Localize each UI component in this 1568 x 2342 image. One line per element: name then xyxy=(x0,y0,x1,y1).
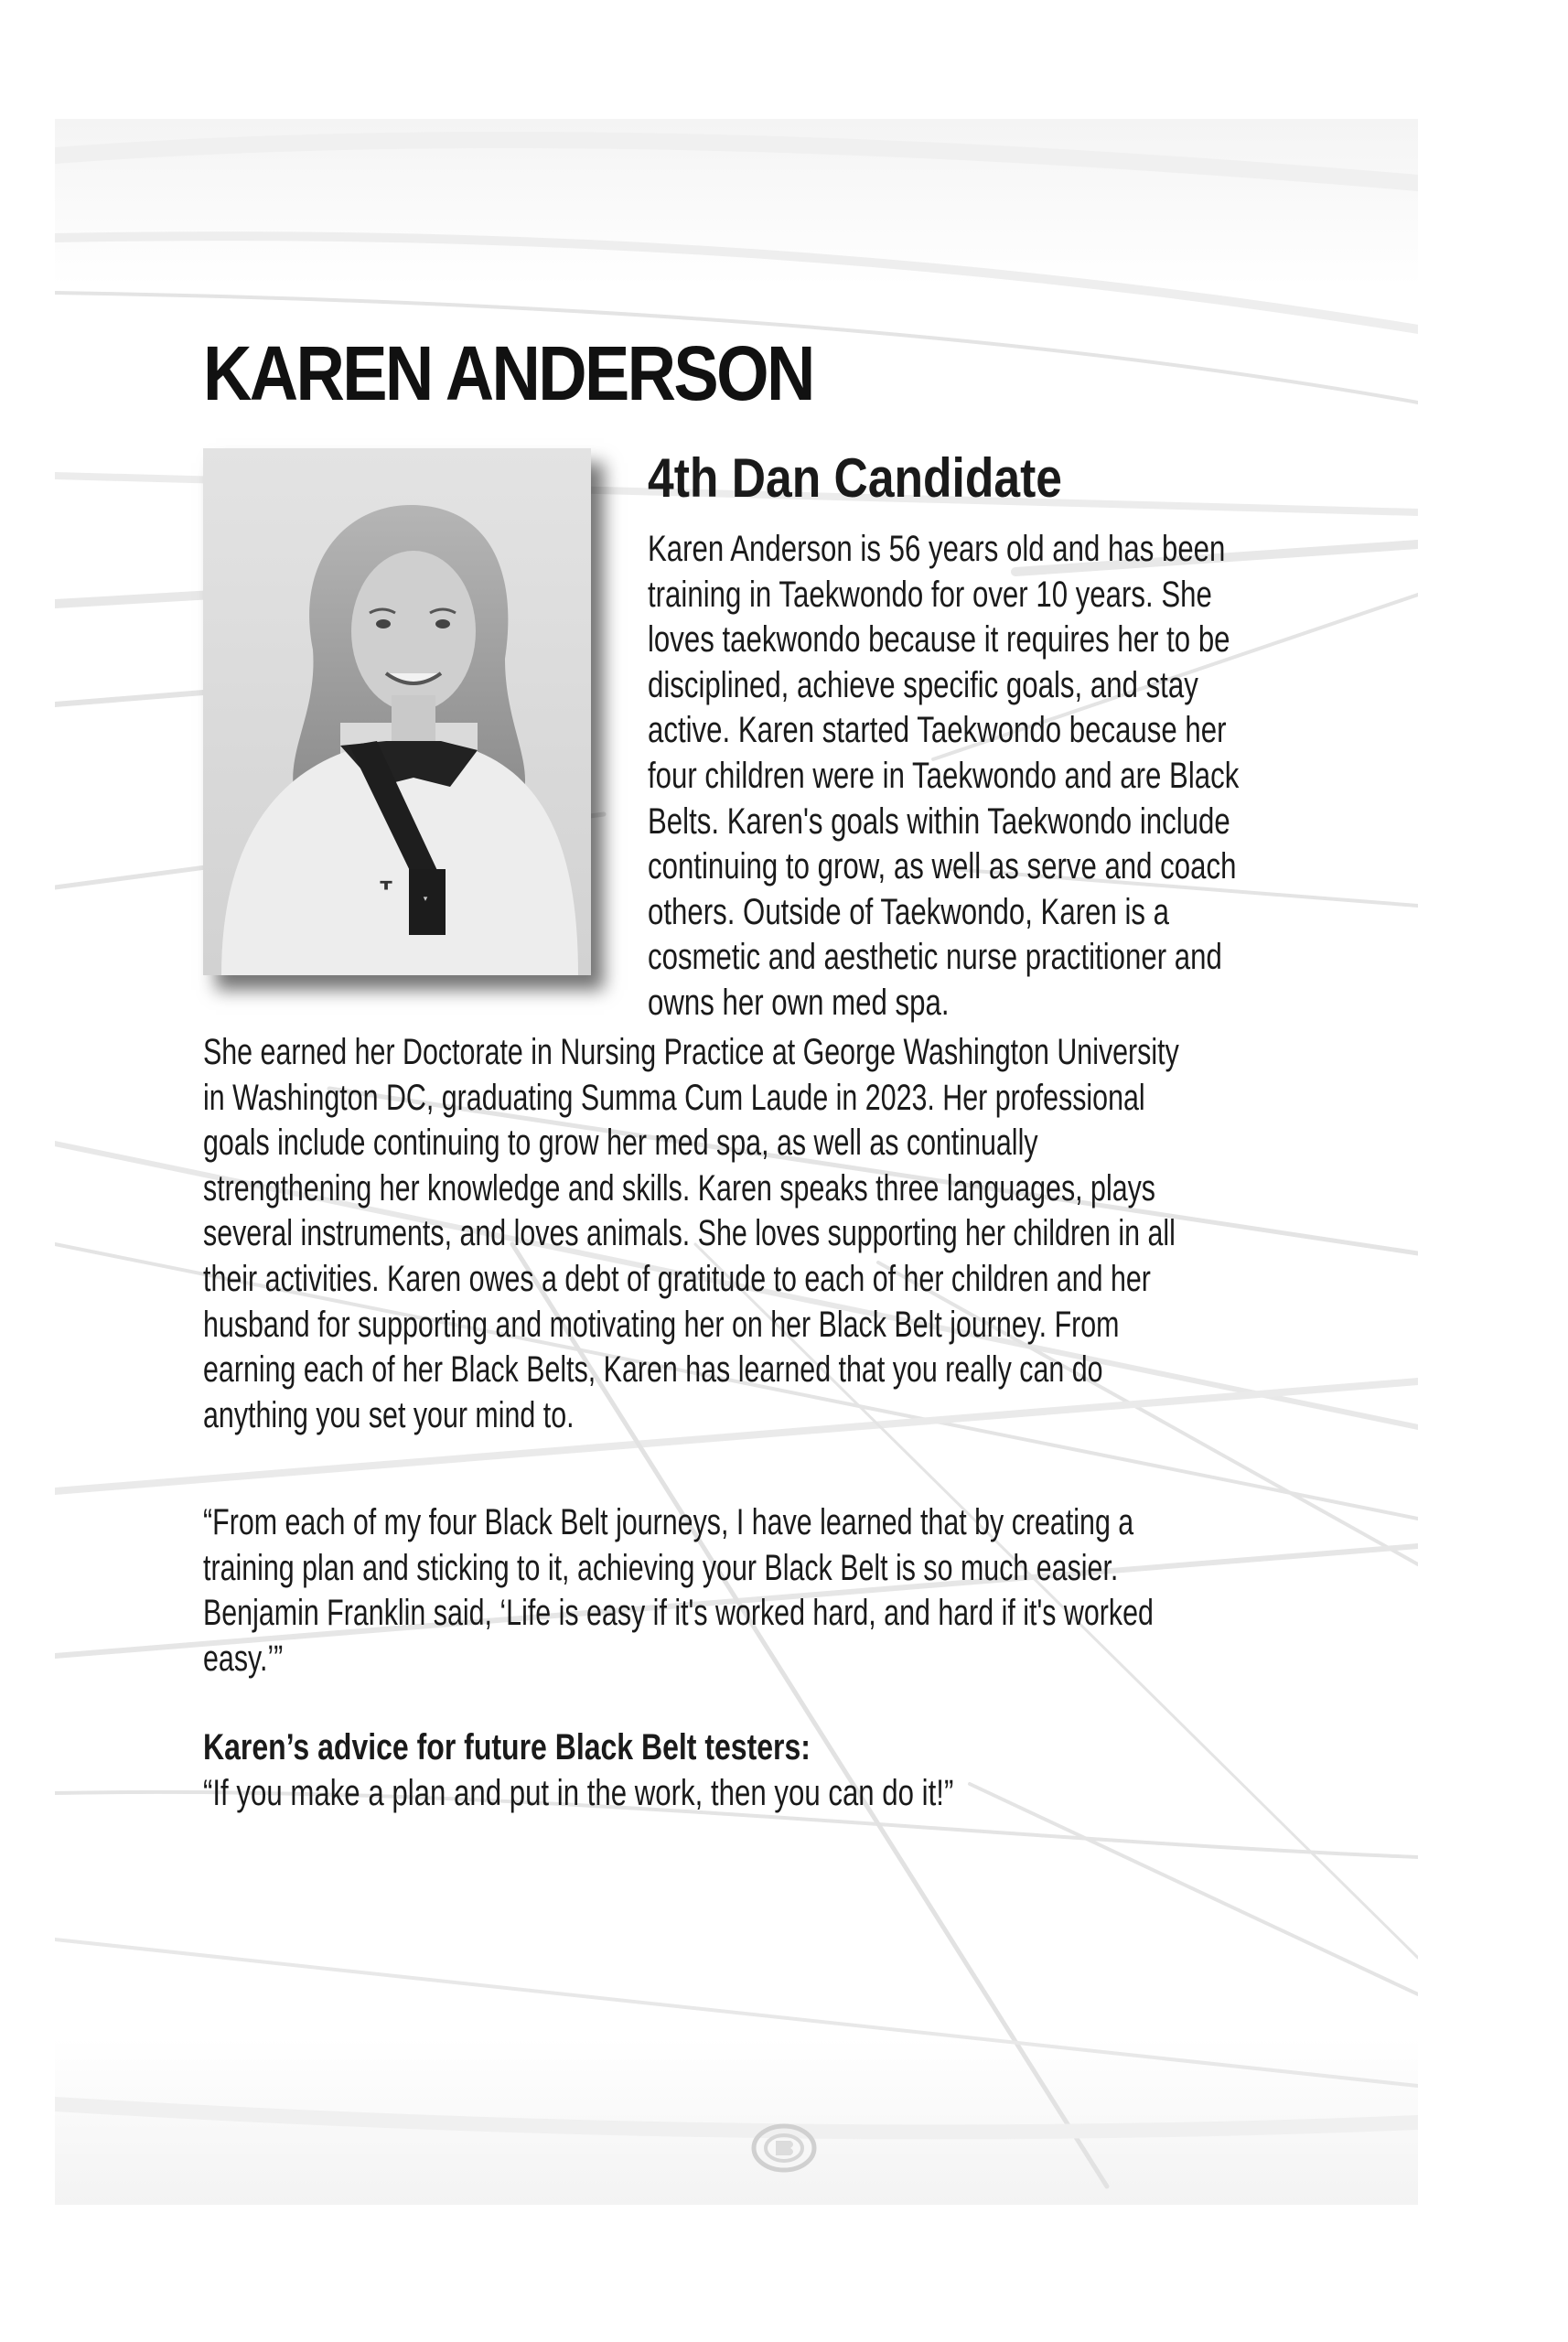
bio-continued xyxy=(203,1030,1412,1438)
quote-line: “From each of my four Black Belt journeys, I have learned that by creating a xyxy=(203,1502,1134,1542)
bio-intro-line: owns her own med spa. xyxy=(648,982,950,1023)
bio-line: strengthening her knowledge and skills. Karen speaks three languages, plays xyxy=(203,1167,1156,1209)
page-title: KAREN ANDERSON xyxy=(203,330,813,416)
bio-line: in Washington DC, graduating Summa Cum Laude in 2023. Her professional xyxy=(203,1077,1145,1118)
bio-line: She earned her Doctorate in Nursing Practice at George Washington University xyxy=(203,1032,1179,1072)
bio-line: several instruments, and loves animals. She loves supporting her children in all xyxy=(203,1213,1176,1254)
bio-intro-line: active. Karen started Taekwondo because her xyxy=(648,710,1227,751)
bio-intro-line: training in Taekwondo for over 10 years. She xyxy=(648,574,1212,615)
bio-intro xyxy=(648,527,1305,1026)
bio-line: husband for supporting and motivating her on her Black Belt journey. From xyxy=(203,1304,1120,1345)
bio-intro-line: four children were in Taekwondo and are Black xyxy=(648,755,1240,796)
bio-line: their activities. Karen owes a debt of gratitude to each of her children and her xyxy=(203,1258,1151,1299)
personal-quote xyxy=(203,1500,1412,1681)
bio-intro-line: disciplined, achieve specific goals, and stay xyxy=(648,664,1198,705)
portrait-photo xyxy=(203,448,591,975)
bio-line: goals include continuing to grow her med spa, as well as continually xyxy=(203,1123,1038,1164)
advice-text: “If you make a plan and put in the work, then you can do it!” xyxy=(203,1773,954,1813)
bio-intro-line: Karen Anderson is 56 years old and has been xyxy=(648,529,1226,569)
bio-intro-line: continuing to grow, as well as serve and coach xyxy=(648,846,1237,887)
quote-line: Benjamin Franklin said, ‘Life is easy if it's worked hard, and hard if it's worked xyxy=(203,1593,1154,1634)
bio-intro-line: cosmetic and aesthetic nurse practitioner and xyxy=(648,937,1222,978)
rank-heading: 4th Dan Candidate xyxy=(648,447,1062,509)
svg-text:ᚁ: ᚁ xyxy=(380,870,392,892)
bio-line: anything you set your mind to. xyxy=(203,1394,575,1435)
quote-line: easy.’” xyxy=(203,1638,284,1679)
bio-line: earning each of her Black Belts, Karen has learned that you really can do xyxy=(203,1349,1103,1391)
emblem-logo-icon xyxy=(750,2121,818,2175)
bio-intro-line: Belts. Karen's goals within Taekwondo include xyxy=(648,800,1230,842)
bio-intro-line: loves taekwondo because it requires her to be xyxy=(648,619,1230,661)
svg-text:▾: ▾ xyxy=(423,895,428,904)
quote-line: training plan and sticking to it, achieving your Black Belt is so much easier. xyxy=(203,1547,1119,1588)
bio-intro-line: others. Outside of Taekwondo, Karen is a xyxy=(648,891,1170,932)
advice-heading: Karen’s advice for future Black Belt testers: xyxy=(203,1727,811,1767)
